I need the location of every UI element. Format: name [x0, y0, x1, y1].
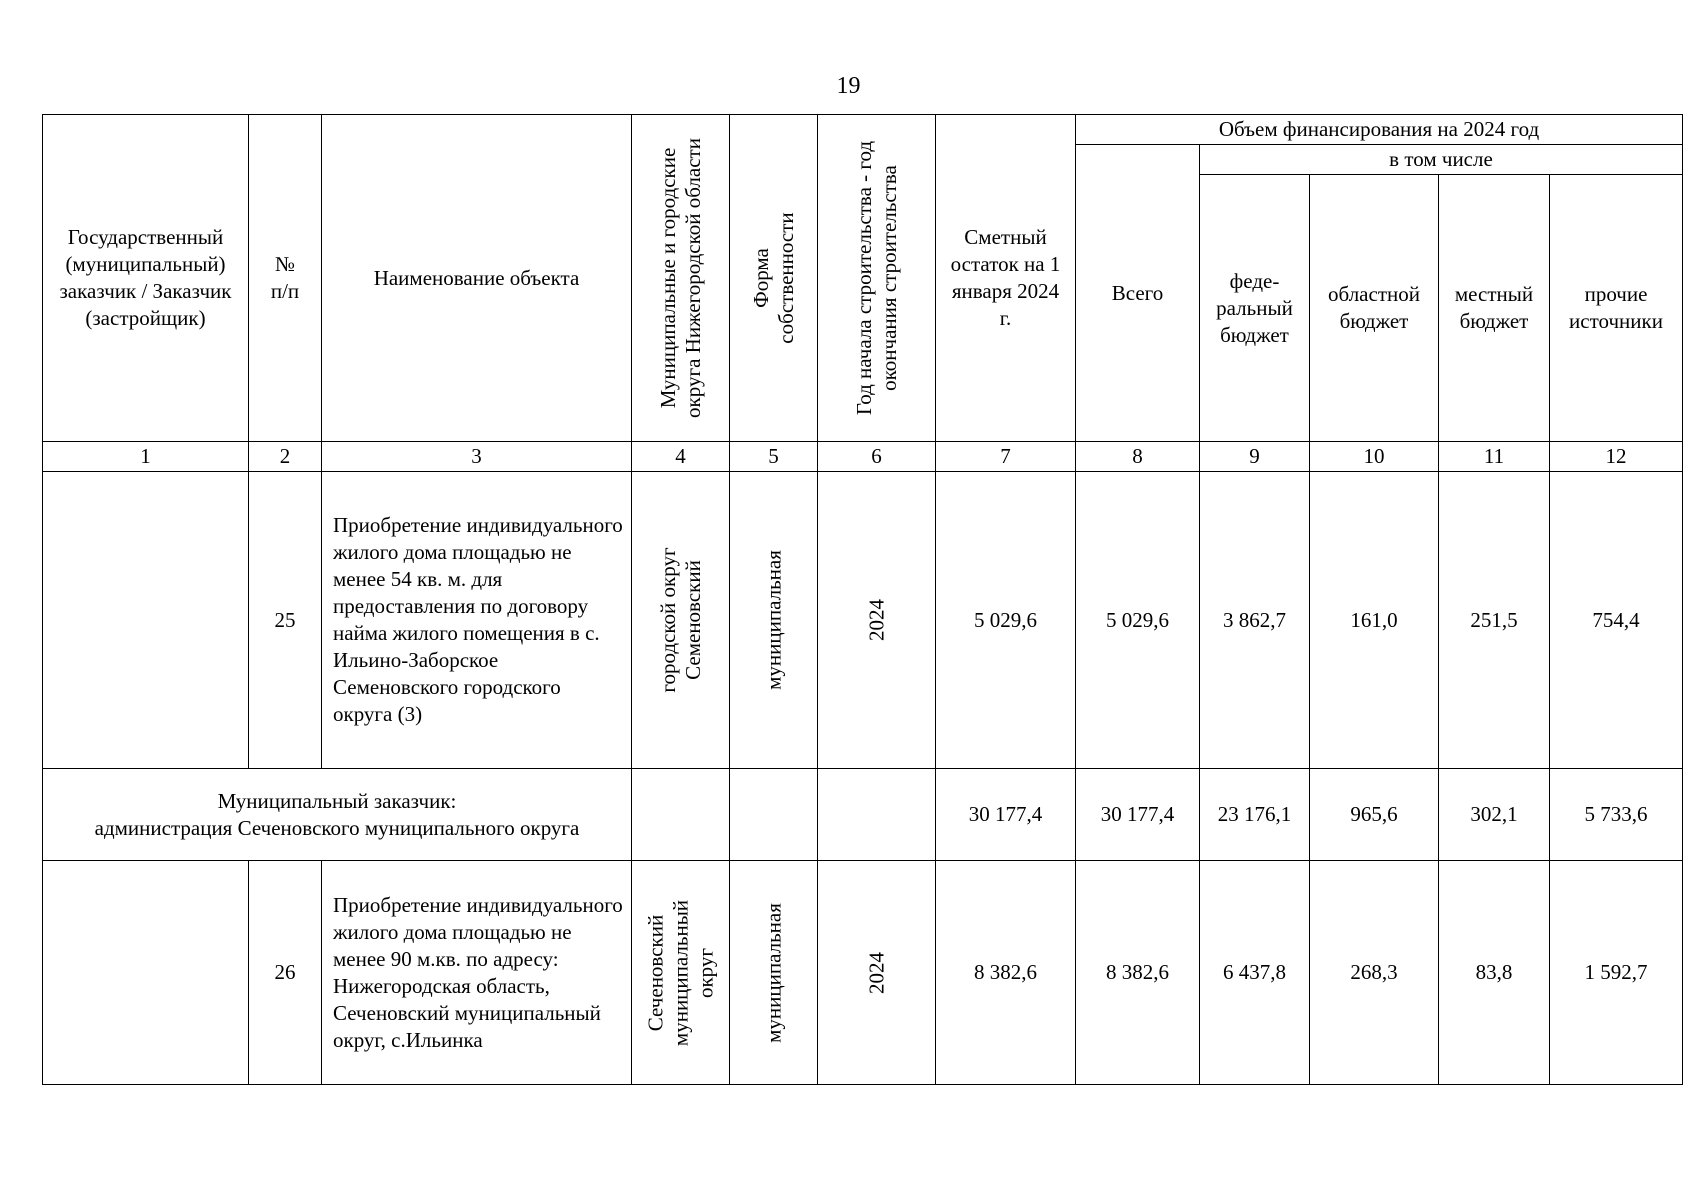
row-number: 25	[249, 472, 322, 769]
row-municipality-text: Сеченовский муниципальный округ	[643, 899, 717, 1046]
column-number: 5	[730, 442, 818, 472]
row-ownership	[730, 861, 818, 1085]
row-customer-cell	[43, 861, 249, 1085]
row-total: 5 029,6	[1076, 472, 1200, 769]
subtotal-other: 5 733,6	[1550, 769, 1683, 861]
header-other	[1550, 175, 1683, 442]
row-year-text: 2024	[864, 951, 888, 994]
header-financing-group-text: Объем финансирования на 2024 год	[1218, 117, 1540, 141]
header-regional-text: областной бюджет	[1328, 282, 1420, 333]
header-local-text: местный бюджет	[1454, 282, 1534, 333]
row-municipality	[632, 472, 730, 769]
header-federal-text: феде-ральный бюджет	[1216, 268, 1293, 347]
header-customer-text: Государственный (муниципальный) заказчик / Заказчик (застройщик)	[59, 225, 232, 330]
header-total	[1076, 145, 1200, 442]
subtotal-regional: 965,6	[1310, 769, 1439, 861]
row-balance: 8 382,6	[936, 861, 1076, 1085]
header-years-text: Год начала строительства - год окончания строительства	[851, 140, 901, 416]
header-local	[1439, 175, 1550, 442]
row-federal: 6 437,8	[1200, 861, 1310, 1085]
row-other: 1 592,7	[1550, 861, 1683, 1085]
subtotal-row	[43, 769, 1683, 861]
subtotal-empty-cell	[818, 769, 936, 861]
column-number: 1	[43, 442, 249, 472]
header-row-1	[43, 115, 1683, 145]
header-row-no	[249, 115, 322, 442]
row-year	[818, 861, 936, 1085]
row-ownership	[730, 472, 818, 769]
row-federal: 3 862,7	[1200, 472, 1310, 769]
header-regional	[1310, 175, 1439, 442]
row-ownership-text: муниципальная	[761, 902, 785, 1043]
row-object-name-text: Приобретение индивидуального жилого дома площадью не менее 54 кв. м. для предоставления по договору найма жилого помещения в с. Ильино-Заборское Семеновского городского округа (3)	[333, 513, 623, 726]
column-number: 6	[818, 442, 936, 472]
row-object-name	[322, 861, 632, 1085]
subtotal-label	[43, 769, 632, 861]
row-number: 26	[249, 861, 322, 1085]
header-object-name-text: Наименование объекта	[373, 265, 580, 290]
subtotal-total: 30 177,4	[1076, 769, 1200, 861]
header-balance-text: Сметный остаток на 1 января 2024 г.	[950, 225, 1061, 330]
header-other-text: прочие источники	[1569, 282, 1663, 333]
row-year	[818, 472, 936, 769]
row-other: 754,4	[1550, 472, 1683, 769]
row-object-name-text: Приобретение индивидуального жилого дома площадью не менее 90 м.кв. по адресу: Нижегородская область, Сеченовский муниципальный округ, с.Ильинка	[333, 892, 623, 1052]
subtotal-balance: 30 177,4	[936, 769, 1076, 861]
header-ownership-text: Форма собственности	[748, 212, 798, 344]
header-balance	[936, 115, 1076, 442]
header-years	[818, 115, 936, 442]
row-customer-cell	[43, 472, 249, 769]
financing-table	[42, 114, 1683, 1085]
table-row	[43, 861, 1683, 1085]
header-municipality-text: Муниципальные и городские округа Нижегородской области	[655, 138, 705, 418]
column-number: 4	[632, 442, 730, 472]
row-local: 83,8	[1439, 861, 1550, 1085]
header-including-text: в том числе	[1389, 147, 1493, 171]
header-ownership	[730, 115, 818, 442]
header-municipality	[632, 115, 730, 442]
row-regional: 161,0	[1310, 472, 1439, 769]
header-row-no-text: № п/п	[270, 252, 300, 303]
header-including	[1200, 145, 1683, 175]
row-local: 251,5	[1439, 472, 1550, 769]
header-customer	[43, 115, 249, 442]
subtotal-label-line2: администрация Сеченовского муниципального округа	[94, 815, 580, 840]
row-balance: 5 029,6	[936, 472, 1076, 769]
row-municipality-text: городской округ Семеновский	[655, 547, 705, 693]
column-number: 2	[249, 442, 322, 472]
header-federal	[1200, 175, 1310, 442]
row-year-text: 2024	[864, 599, 888, 641]
column-number: 11	[1439, 442, 1550, 472]
column-number: 3	[322, 442, 632, 472]
row-ownership-text: муниципальная	[761, 550, 785, 690]
row-regional: 268,3	[1310, 861, 1439, 1085]
table-row	[43, 472, 1683, 769]
subtotal-label-line1: Муниципальный заказчик:	[217, 788, 457, 813]
column-number: 9	[1200, 442, 1310, 472]
row-municipality	[632, 861, 730, 1085]
column-number: 8	[1076, 442, 1200, 472]
subtotal-empty-cell	[632, 769, 730, 861]
page-number: 19	[836, 73, 861, 99]
header-financing-group	[1076, 115, 1683, 145]
header-object-name	[322, 115, 632, 442]
column-number: 7	[936, 442, 1076, 472]
row-total: 8 382,6	[1076, 861, 1200, 1085]
column-number: 10	[1310, 442, 1439, 472]
column-numbers-row	[43, 442, 1683, 472]
subtotal-federal: 23 176,1	[1200, 769, 1310, 861]
column-number: 12	[1550, 442, 1683, 472]
row-object-name	[322, 472, 632, 769]
subtotal-empty-cell	[730, 769, 818, 861]
subtotal-local: 302,1	[1439, 769, 1550, 861]
header-total-text: Всего	[1111, 280, 1164, 305]
